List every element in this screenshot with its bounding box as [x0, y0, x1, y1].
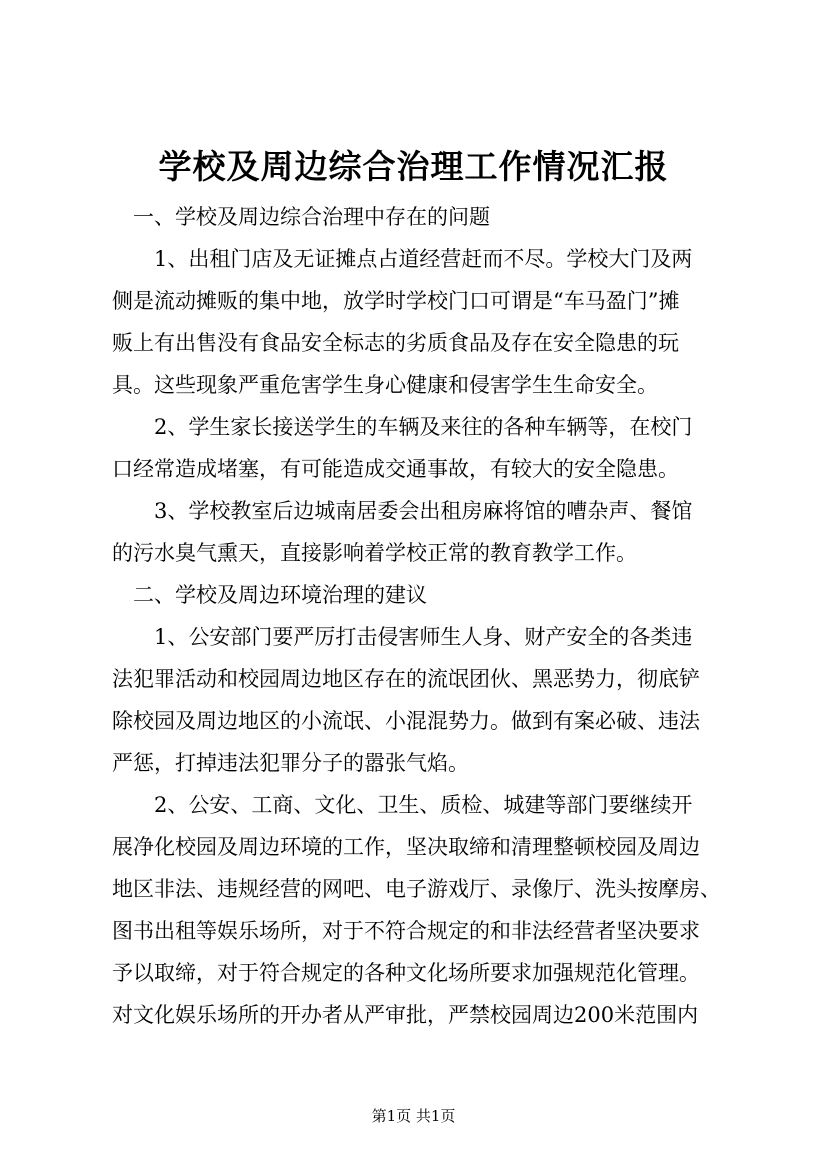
page-footer: 第1页 共1页 — [371, 1107, 456, 1125]
body-line: 二、学校及周边环境治理的建议 — [112, 583, 427, 607]
body-line: 口经常造成堵塞，有可能造成交通事故，有较大的安全隐患。 — [112, 457, 679, 481]
body-line: 对文化娱乐场所的开办者从严审批，严禁校园周边200米范围内 — [112, 1003, 699, 1027]
body-line: 予以取缔，对于符合规定的各种文化场所要求加强规范化管理。 — [112, 961, 700, 985]
body-line: 除校园及周边地区的小流氓、小混混势力。做到有案必破、违法 — [112, 709, 700, 733]
body-line: 具。这些现象严重危害学生身心健康和侵害学生生命安全。 — [112, 373, 658, 397]
document-title: 学校及周边综合治理工作情况汇报 — [158, 147, 669, 186]
body-line: 侧是流动摊贩的集中地，放学时学校门口可谓是“车马盈门”摊 — [112, 289, 680, 313]
body-line: 1、出租门店及无证摊点占道经营赶而不尽。学校大门及两 — [112, 247, 693, 271]
body-line: 1、公安部门要严厉打击侵害师生人身、财产安全的各类违 — [112, 625, 693, 649]
body-line: 严惩，打掉违法犯罪分子的嚣张气焰。 — [112, 751, 469, 775]
body-line: 展净化校园及周边环境的工作，坚决取缔和清理整顿校园及周边 — [112, 835, 700, 859]
body-line: 地区非法、违规经营的网吧、电子游戏厅、录像厅、洗头按摩房、 — [112, 877, 721, 901]
body-line: 2、学生家长接送学生的车辆及来往的各种车辆等，在校门 — [112, 415, 693, 439]
document-body — [112, 196, 752, 1036]
body-line: 图书出租等娱乐场所，对于不符合规定的和非法经营者坚决要求 — [112, 919, 700, 943]
body-line: 贩上有出售没有食品安全标志的劣质食品及存在安全隐患的玩 — [112, 331, 679, 355]
body-line: 的污水臭气熏天，直接影响着学校正常的教育教学工作。 — [112, 541, 637, 565]
body-line: 法犯罪活动和校园周边地区存在的流氓团伙、黑恶势力，彻底铲 — [112, 667, 700, 691]
body-line: 一、学校及周边综合治理中存在的问题 — [112, 205, 490, 229]
body-line: 3、学校教室后边城南居委会出租房麻将馆的嘈杂声、餐馆 — [112, 499, 693, 523]
body-line: 2、公安、工商、文化、卫生、质检、城建等部门要继续开 — [112, 793, 693, 817]
